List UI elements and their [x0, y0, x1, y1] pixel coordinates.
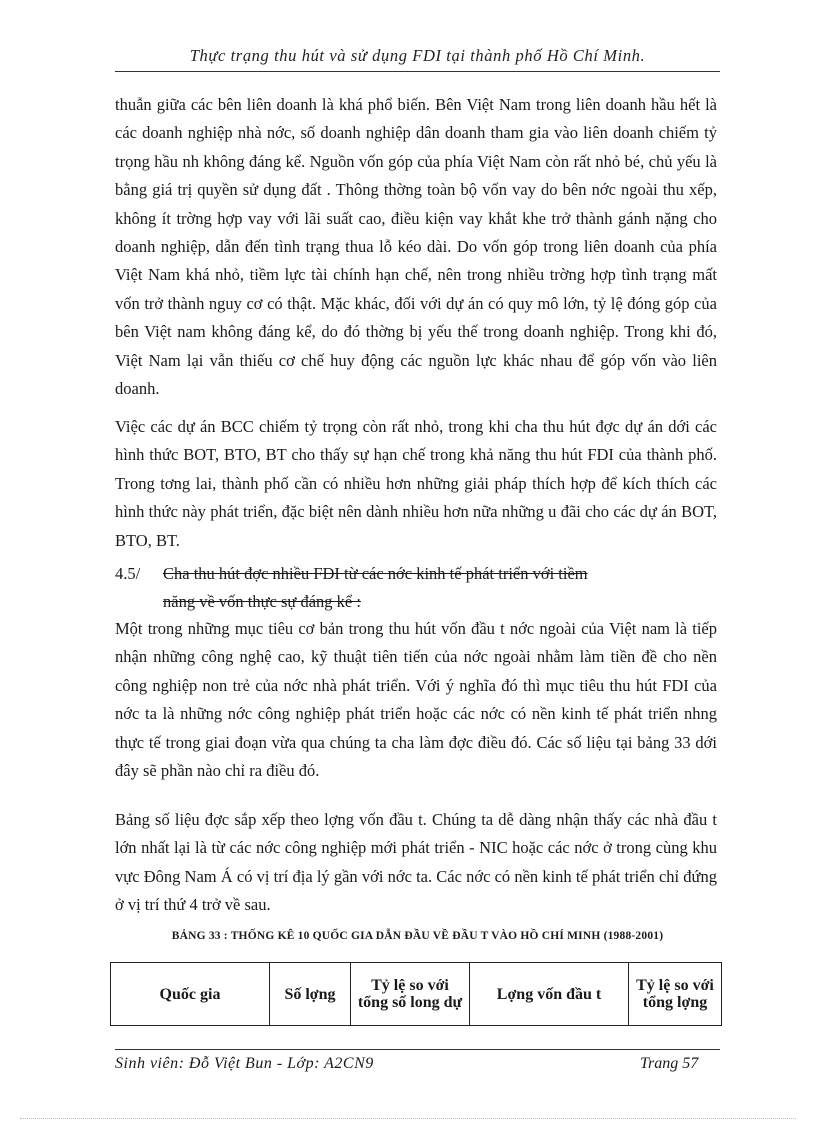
column-header-investment-amount: Lợng vốn đầu t — [470, 963, 629, 1026]
footer-divider — [115, 1049, 720, 1050]
column-header-capital-share: Tỷ lệ so với tổng lợng — [629, 963, 722, 1026]
column-header-project-share: Tỷ lệ so với tổng số long dự — [351, 963, 470, 1026]
statistics-table — [110, 962, 722, 1026]
footer-page-number: Trang 57 — [640, 1055, 699, 1072]
section-number: 4.5/ — [115, 564, 141, 583]
section-heading — [115, 560, 720, 616]
table-caption: BẢNG 33 : THỐNG KÊ 10 QUỐC GIA DẪN ĐẦU VỀ ĐẦU T VÀO HỒ CHÍ MINH (1988-2001) — [171, 930, 664, 942]
paragraph-joint-venture: thuẫn giữa các bên liên doanh là khá phổ biến. Bên Việt Nam trong liên doanh hầu hết là các doanh nghiệp nhà nớc, số doanh nghiệp dân doanh tham gia vào liên doanh chiếm tỷ trọng hầu nh không đáng kể. Nguồn vốn góp của phía Việt Nam còn rất nhỏ bé, chủ yếu là bằng giá trị quyền sử dụng đất . Thông thờng toàn bộ vốn vay do bên nớc ngoài thu xếp, không ít trờng hợp vay với lãi suất cao, điều kiện vay khắt khe trở thành gánh nặng cho doanh nghiệp, dẫn đến tình trạng thua lỗ kéo dài. Do vốn góp trong liên doanh của phía Việt Nam khá nhỏ, tiềm lực tài chính hạn chế, nên trong nhiều trờng hợp tình trạng mất vốn trở thành nguy cơ có thật. Mặc khác, đối với dự án có quy mô lớn, tỷ lệ đóng góp của bên Việt nam không đáng kể, do đó thờng bị yếu thế trong doanh nghiệp. Trong khi đó, Việt Nam lại vẫn thiếu cơ chế huy động các nguồn lực khác nhau để góp vốn vào liên doanh. — [115, 95, 717, 399]
section-title-line-2: năng về vốn thực sự đáng kể : — [163, 592, 361, 611]
column-header-count: Số lợng — [270, 963, 351, 1026]
header-divider — [115, 71, 720, 72]
table-header-row — [111, 963, 722, 1026]
page-header-title: Thực trạng thu hút và sử dụng FDI tại thành phố Hồ Chí Minh. — [189, 46, 646, 65]
paragraph-technology-goals: Một trong những mục tiêu cơ bản trong thu hút vốn đầu t nớc ngoài của Việt nam là tiếp nhận những công nghệ cao, kỹ thuật tiên tiến của nớc ngoài nhằm làm tiền đề cho nền công nghiệp non trẻ của nớc nhà phát triển. Với ý nghĩa đó thì mục tiêu thu hút FDI của nớc ta là những nớc công nghiệp phát triển hoặc các nớc có nền kinh tế phát triển nhng thực tế trong giai đoạn vừa qua chúng ta cha làm đợc điều đó. Các số liệu tại bảng 33 dới đây sẽ phần nào chỉ ra điều đó. — [115, 619, 717, 781]
column-header-country: Quốc gia — [111, 963, 270, 1026]
paragraph-bcc-projects: Việc các dự án BCC chiếm tỷ trọng còn rất nhỏ, trong khi cha thu hút đợc dự án dới các hình thức BOT, BTO, BT cho thấy sự hạn chế trong khả năng thu hút FDI của thành phố. Trong tơng lai, thành phố cần có nhiều hơn những giải pháp thích hợp để kích thích các hình thức này phát triển, đặc biệt nên dành nhiều hơn nữa những u đãi cho các dự án BOT, BTO, BT. — [115, 417, 717, 550]
page-bottom-dotted-line — [20, 1118, 796, 1119]
section-title-line-1: Cha thu hút đợc nhiều FDI từ các nớc kinh tế phát triển với tiềm — [163, 564, 588, 583]
footer-student-info: Sinh viên: Đỗ Việt Bun - Lớp: A2CN9 — [115, 1055, 374, 1072]
paragraph-table-explanation: Bảng số liệu đợc sắp xếp theo lợng vốn đầu t. Chúng ta dễ dàng nhận thấy các nhà đầu t lớn nhất lại là từ các nớc công nghiệp mới phát triển - NIC hoặc các nớc ở trong cùng khu vực Đông Nam Á có vị trí địa lý gần với nớc ta. Các nớc có nền kinh tế phát triển chỉ đứng ở vị trí thứ 4 trở về sau. — [115, 810, 717, 915]
